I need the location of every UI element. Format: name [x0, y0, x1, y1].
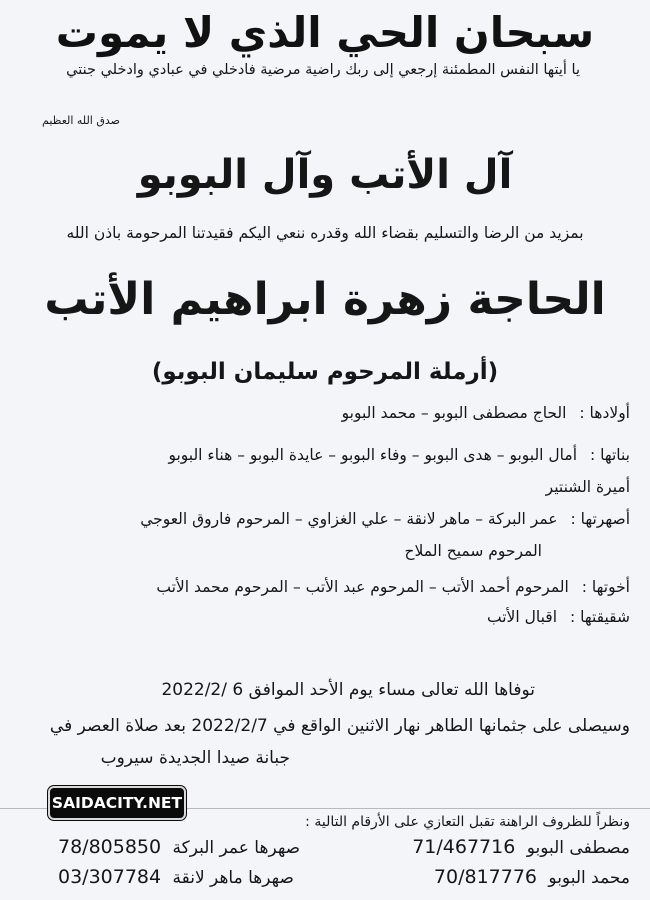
death-announcement: توفاها الله تعالى مساء يوم الأحد الموافق 6 /2022/2: [161, 680, 535, 700]
intro-text: بمزيد من الرضا والتسليم بقضاء الله وقدره ننعي اليكم فقيدتنا المرحومة باذن الله: [66, 224, 584, 242]
daughters-label: بناتها :: [589, 446, 630, 464]
contact-name: صهرها عمر البركة: [172, 838, 301, 858]
funeral-announcement: وسيصلى على جثمانها الطاهر نهار الاثنين الواقع في 2022/2/7 بعد صلاة العصر في: [49, 716, 630, 736]
contact-number: 70/817776: [433, 866, 538, 888]
brothers-names: المرحوم أحمد الأتب – المرحوم عبد الأتب – المرحوم محمد الأتب: [156, 578, 569, 596]
relatives-sister: [487, 608, 630, 626]
contact-entry: [434, 866, 630, 888]
sons-label: أولادها :: [579, 404, 630, 422]
brothers-label: أخوتها :: [581, 578, 630, 596]
sons-in-law-names-cont: المرحوم سميح الملاح: [404, 542, 542, 560]
relatives-brothers: [156, 578, 630, 596]
relatives-sons-in-law: [140, 510, 630, 528]
contact-number: 71/467716: [412, 836, 516, 858]
header-verse: سبحان الحي الذي لا يموت: [55, 8, 595, 57]
contact-number: 03/307784: [58, 866, 162, 888]
contact-entry: [58, 866, 294, 888]
widow-of: (أرملة المرحوم سليمان البوبو): [151, 359, 499, 385]
contact-name: محمد البوبو: [548, 868, 630, 888]
quran-verse: يا أيتها النفس المطمئنة إرجعي إلى ربك راضية مرضية فادخلي في عبادي وادخلي جنتي: [66, 62, 580, 78]
daughters-names: أمال البوبو – هدى البوبو – وفاء البوبو – عايدة البوبو – هناء البوبو: [168, 446, 578, 464]
contact-entry: [412, 836, 630, 858]
watermark-logo: SAIDACITY.NET: [48, 786, 186, 820]
sons-names: الحاج مصطفى البوبو – محمد البوبو: [341, 404, 567, 422]
contact-name: صهرها ماهر لانقة: [172, 868, 294, 888]
daughters-names-cont: أميرة الشنتير: [545, 478, 630, 496]
sister-label: شقيقتها :: [569, 608, 630, 626]
sons-in-law-names: عمر البركة – ماهر لانقة – علي الغزاوي – المرحوم فاروق العوجي: [140, 510, 558, 528]
contact-entry: [58, 836, 300, 858]
cemetery-location: جبانة صيدا الجديدة سيروب: [100, 748, 290, 768]
condolence-note: ونظراً للظروف الراهنة تقبل التعازي على الأرقام التالية :: [305, 814, 630, 830]
contact-name: مصطفى البوبو: [526, 838, 630, 858]
contact-number: 78/805850: [58, 836, 162, 858]
quran-closing: صدق الله العظيم: [42, 114, 120, 127]
deceased-name: الحاجة زهرة ابراهيم الأتب: [44, 274, 606, 325]
relatives-sons: [342, 404, 630, 422]
relatives-daughters: [168, 446, 630, 464]
families-title: آل الأتب وآل البوبو: [137, 152, 513, 198]
sons-in-law-label: أصهرتها :: [570, 510, 630, 528]
sister-names: اقبال الأتب: [487, 608, 558, 626]
